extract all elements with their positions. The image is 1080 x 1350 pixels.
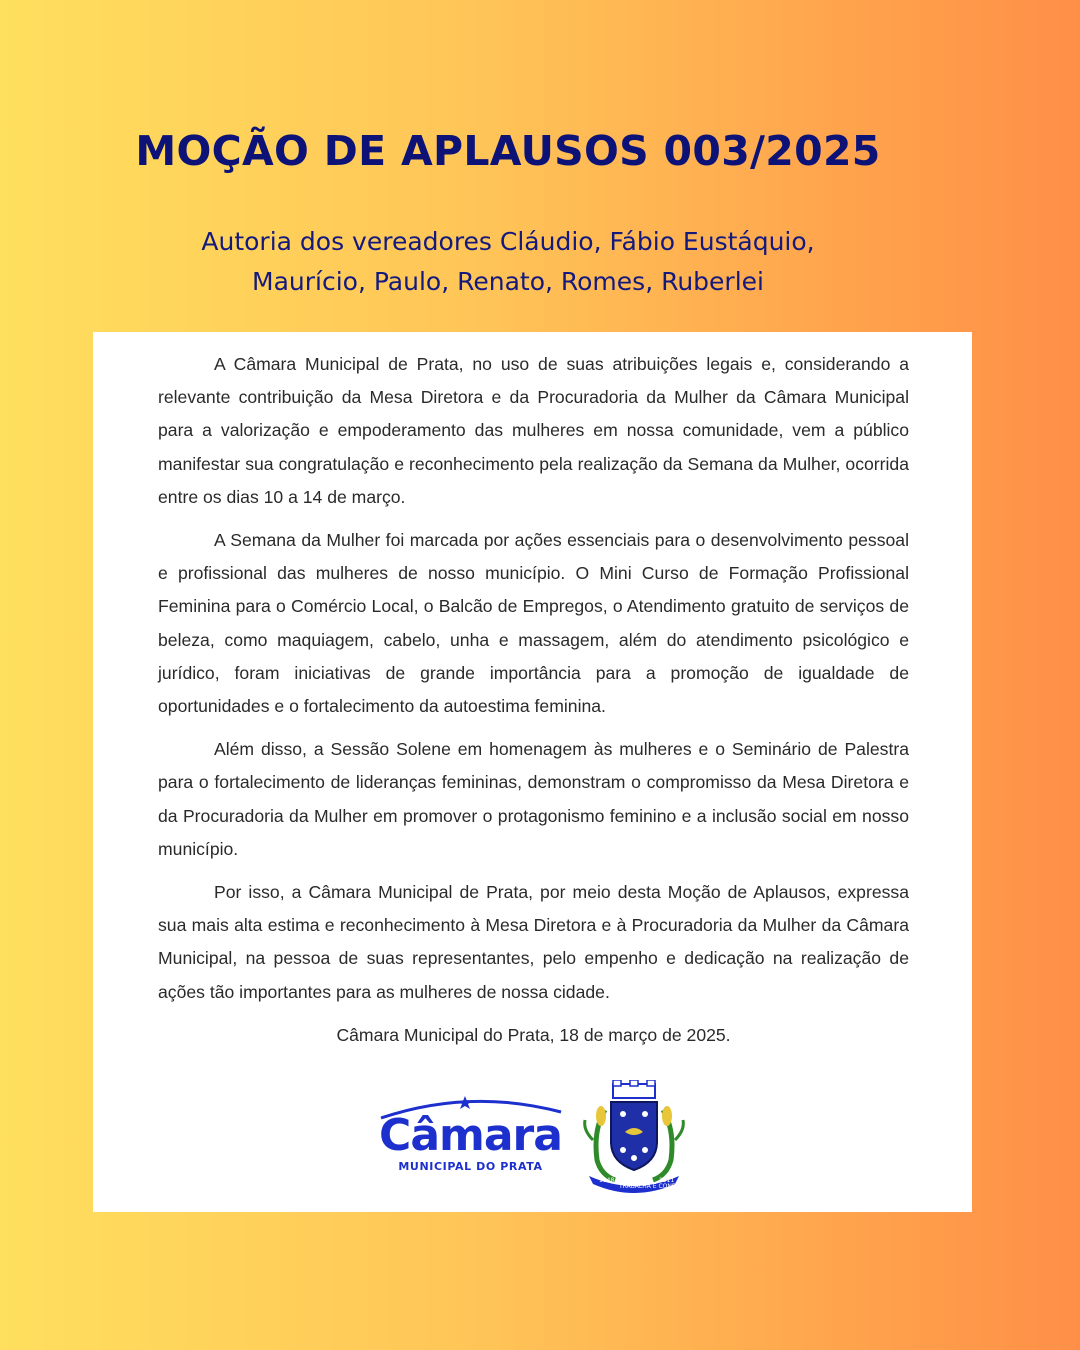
logo-camara-word: Câmara: [379, 1110, 562, 1161]
paragraph-4: Por isso, a Câmara Municipal de Prata, por meio desta Moção de Aplausos, expressa sua mais alta estima e reconhecimento à Mesa Diretora e à Procuradoria da Mulher da Câmara Municipal, na pessoa de suas representantes, pelo empenho e dedicação na realização de ações tão importantes para as mulheres de nossa cidade.: [158, 882, 909, 1002]
authors-line-2: Maurício, Paulo, Renato, Romes, Ruberlei: [252, 267, 764, 296]
paragraph-3: Além disso, a Sessão Solene em homenagem às mulheres e o Seminário de Palestra para o fortalecimento de lideranças femininas, demonstram o compromisso da Mesa Diretora e da Procuradoria da Mulher em promover o protagonismo feminino e a inclusão social em nosso município.: [158, 739, 909, 859]
municipal-crest: [575, 1080, 693, 1196]
page-title: MOÇÃO DE APLAUSOS 003/2025: [135, 127, 881, 175]
logos-row: [373, 1080, 713, 1196]
authors-line-1: Autoria dos vereadores Cláudio, Fábio Eustáquio,: [201, 227, 815, 256]
document-body: [158, 348, 909, 1052]
crest-year-right: 1911: [659, 1177, 675, 1184]
camara-municipal-logo: [373, 1092, 568, 1172]
crest-motto: TRABALHA E CONFIA: [619, 1183, 682, 1190]
crest-year-left: 1848: [599, 1177, 615, 1184]
coat-of-arms-icon: [575, 1080, 693, 1196]
closing-date-line: Câmara Municipal do Prata, 18 de março de 2025.: [336, 1024, 731, 1045]
document-page: [93, 332, 972, 1212]
logo-camara-subtitle: MUNICIPAL DO PRATA: [398, 1160, 543, 1173]
authors-subtitle: [0, 222, 1016, 302]
paragraph-2: A Semana da Mulher foi marcada por ações essenciais para o desenvolvimento pessoal e profissional das mulheres de nosso município. O Mini Curso de Formação Profissional Feminina para o Comércio Local, o Balcão de Empregos, o Atendimento gratuito de serviços de beleza, como maquiagem, cabelo, unha e massagem, além do atendimento psicológico e jurídico, foram iniciativas de grande importância para a promoção de igualdade de oportunidades e o fortalecimento da autoestima feminina.: [158, 530, 909, 717]
paragraph-1: A Câmara Municipal de Prata, no uso de suas atribuições legais e, considerando a relevante contribuição da Mesa Diretora e da Procuradoria da Mulher da Câmara Municipal para a valorização e empoderamento das mulheres em nossa comunidade, vem a público manifestar sua congratulação e reconhecimento pela realização da Semana da Mulher, ocorrida entre os dias 10 a 14 de março.: [158, 354, 909, 507]
